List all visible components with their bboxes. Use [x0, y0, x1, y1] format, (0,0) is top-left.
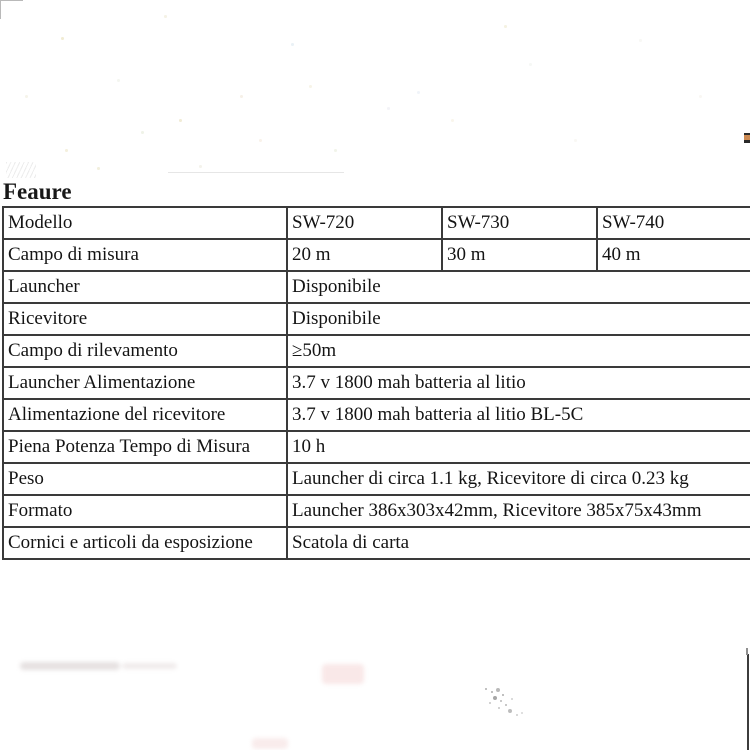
spec-value-cell: 3.7 v 1800 mah batteria al litio — [287, 367, 750, 399]
faint-scribble — [485, 688, 487, 690]
table-row-launcher — [3, 271, 750, 303]
spec-label-cell: Formato — [3, 495, 287, 527]
spec-label-cell: Launcher Alimentazione — [3, 367, 287, 399]
spec-value-cell: Scatola di carta — [287, 527, 750, 559]
spec-table — [2, 206, 750, 560]
table-row-ricevitore — [3, 303, 750, 335]
spec-label-cell: Cornici e articoli da esposizione — [3, 527, 287, 559]
faint-smudge — [122, 663, 177, 669]
table-row-campo-di-rilevamento — [3, 335, 750, 367]
corner-crop-mark — [0, 0, 1, 19]
faint-horizontal-line — [168, 172, 344, 173]
spec-value-cell: Disponibile — [287, 271, 750, 303]
table-row-launcher-alimentazione — [3, 367, 750, 399]
spec-value-cell: 30 m — [442, 239, 597, 271]
faint-smudge — [252, 738, 288, 749]
spec-label-cell: Piena Potenza Tempo di Misura — [3, 431, 287, 463]
spec-label-cell: Peso — [3, 463, 287, 495]
spec-label-cell: Ricevitore — [3, 303, 287, 335]
spec-value-cell: SW-740 — [597, 207, 750, 239]
table-row-modello — [3, 207, 750, 239]
corner-crop-mark — [0, 0, 23, 1]
table-row-peso — [3, 463, 750, 495]
table-row-campo-di-misura — [3, 239, 750, 271]
spec-label-cell: Campo di misura — [3, 239, 287, 271]
spec-value-cell: Launcher 386x303x42mm, Ricevitore 385x75x43mm — [287, 495, 750, 527]
spec-label-cell: Launcher — [3, 271, 287, 303]
table-row-tempo-di-misura — [3, 431, 750, 463]
spec-value-cell: SW-730 — [442, 207, 597, 239]
clipped-vertical-line — [747, 654, 749, 750]
spec-label-cell: Modello — [3, 207, 287, 239]
spec-value-cell: 20 m — [287, 239, 442, 271]
faint-hatch-mark — [6, 162, 36, 178]
table-row-cornici — [3, 527, 750, 559]
faint-smudge — [20, 662, 120, 670]
faint-smudge — [322, 664, 364, 684]
table-row-alimentazione-ricevitore — [3, 399, 750, 431]
spec-label-cell: Alimentazione del ricevitore — [3, 399, 287, 431]
spec-value-cell: SW-720 — [287, 207, 442, 239]
section-title: Feaure — [3, 179, 72, 204]
spec-value-cell: 40 m — [597, 239, 750, 271]
table-row-formato — [3, 495, 750, 527]
spec-table-container — [2, 206, 750, 560]
spec-value-cell: Launcher di circa 1.1 kg, Ricevitore di circa 0.23 kg — [287, 463, 750, 495]
spec-value-cell: Disponibile — [287, 303, 750, 335]
spec-label-cell: Campo di rilevamento — [3, 335, 287, 367]
clipped-orange-mark — [744, 133, 750, 143]
spec-value-cell: 3.7 v 1800 mah batteria al litio BL-5C — [287, 399, 750, 431]
spec-value-cell: 10 h — [287, 431, 750, 463]
spec-value-cell: ≥50m — [287, 335, 750, 367]
